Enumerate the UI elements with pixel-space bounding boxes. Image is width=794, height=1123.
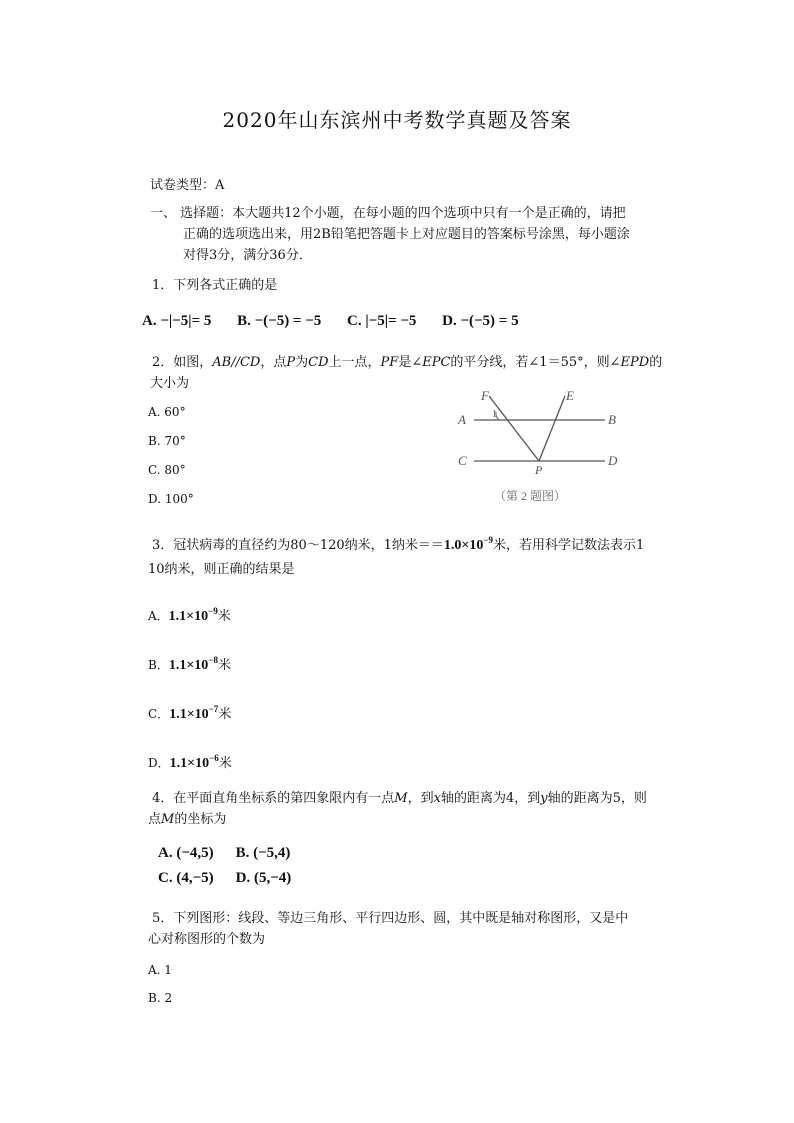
- page-title: 2020年山东滨州中考数学真题及答案: [222, 108, 572, 132]
- q3-option-c: C．$1.1\times 10^{-7}$米: [148, 704, 232, 722]
- paper-type: 试卷类型：A: [150, 178, 225, 193]
- q2-figure: [450, 384, 630, 510]
- label-b: B: [608, 412, 616, 427]
- q5-option-a: A. 1: [148, 963, 172, 977]
- q1-option-b: B. −(−5) = −5: [237, 313, 322, 329]
- q4-option-c: C. (4,−5): [158, 870, 214, 886]
- q4-stem-line2: 点M的坐标为: [148, 812, 227, 827]
- q1-stem: 1．下列各式正确的是: [152, 278, 278, 293]
- q3-stem-line1: 3．冠状病毒的直径约为80～120纳米，1纳米$==1.0\times 10^{-9}$米，若用科学记数法表示1: [152, 535, 645, 553]
- q1-option-d: D. −(−5) = 5: [442, 313, 519, 329]
- label-f: F: [481, 388, 489, 403]
- label-angle-1: 1: [492, 409, 497, 420]
- section1-line1: 一、 选择题：本大题共12个小题，在每小题的四个选项中只有一个是正确的，请把: [150, 206, 626, 221]
- q2-option-b: B. 70°: [148, 434, 186, 448]
- q4-option-a: A. (−4,5): [158, 845, 214, 861]
- q2-option-c: C. 80°: [148, 463, 186, 477]
- q2-stem-line1: 2．如图，AB//CD，点P为CD上一点，PF是∠EPC的平分线，若∠1＝55°，则∠EPD的: [152, 355, 663, 370]
- q1-option-a: A. −|−5|= 5: [142, 313, 212, 329]
- q2-option-d: D. 100°: [148, 492, 194, 506]
- q1-options: [142, 313, 541, 330]
- q2-option-a: A. 60°: [148, 405, 186, 419]
- label-a: A: [458, 412, 466, 427]
- ray-pe: [539, 396, 565, 461]
- q5-stem-line2: 心对称图形的个数为: [148, 932, 266, 947]
- q2-stem-line2: 大小为: [150, 376, 190, 391]
- label-p: P: [535, 463, 543, 477]
- label-e: E: [566, 388, 574, 403]
- q4-option-b: B. (−5,4): [235, 845, 291, 861]
- q5-stem-line1: 5．下列图形：线段、等边三角形、平行四边形、圆，其中既是轴对称图形，又是中: [152, 911, 629, 926]
- q3-option-a: A．$1.1\times 10^{-9}$米: [148, 606, 231, 624]
- section1-line2: 正确的选项选出来，用2B铅笔把答题卡上对应题目的答案标号涂黑，每小题涂: [183, 227, 630, 242]
- q3-stem-line2: 10纳米，则正确的结果是: [148, 562, 295, 577]
- q1-option-c: C. |−5|= −5: [347, 313, 417, 329]
- q4-options-row1: [158, 845, 312, 862]
- q4-option-d: D. (5,−4): [235, 870, 292, 886]
- q5-option-b: B. 2: [148, 991, 173, 1005]
- ray-pf: [489, 396, 539, 461]
- label-c: C: [458, 453, 467, 468]
- q3-option-d: D．$1.1\times 10^{-6}$米: [148, 753, 232, 771]
- figure-caption: （第 2 题图）: [494, 489, 567, 503]
- section1-line3: 对得3分，满分36分．: [183, 248, 312, 263]
- q3-option-b: B．$1.1\times 10^{-8}$米: [148, 655, 231, 673]
- q4-stem-line1: 4．在平面直角坐标系的第四象限内有一点M，到x轴的距离为4，到y轴的距离为5，则: [152, 791, 647, 806]
- label-d: D: [608, 453, 618, 468]
- q4-options-row2: [158, 870, 313, 887]
